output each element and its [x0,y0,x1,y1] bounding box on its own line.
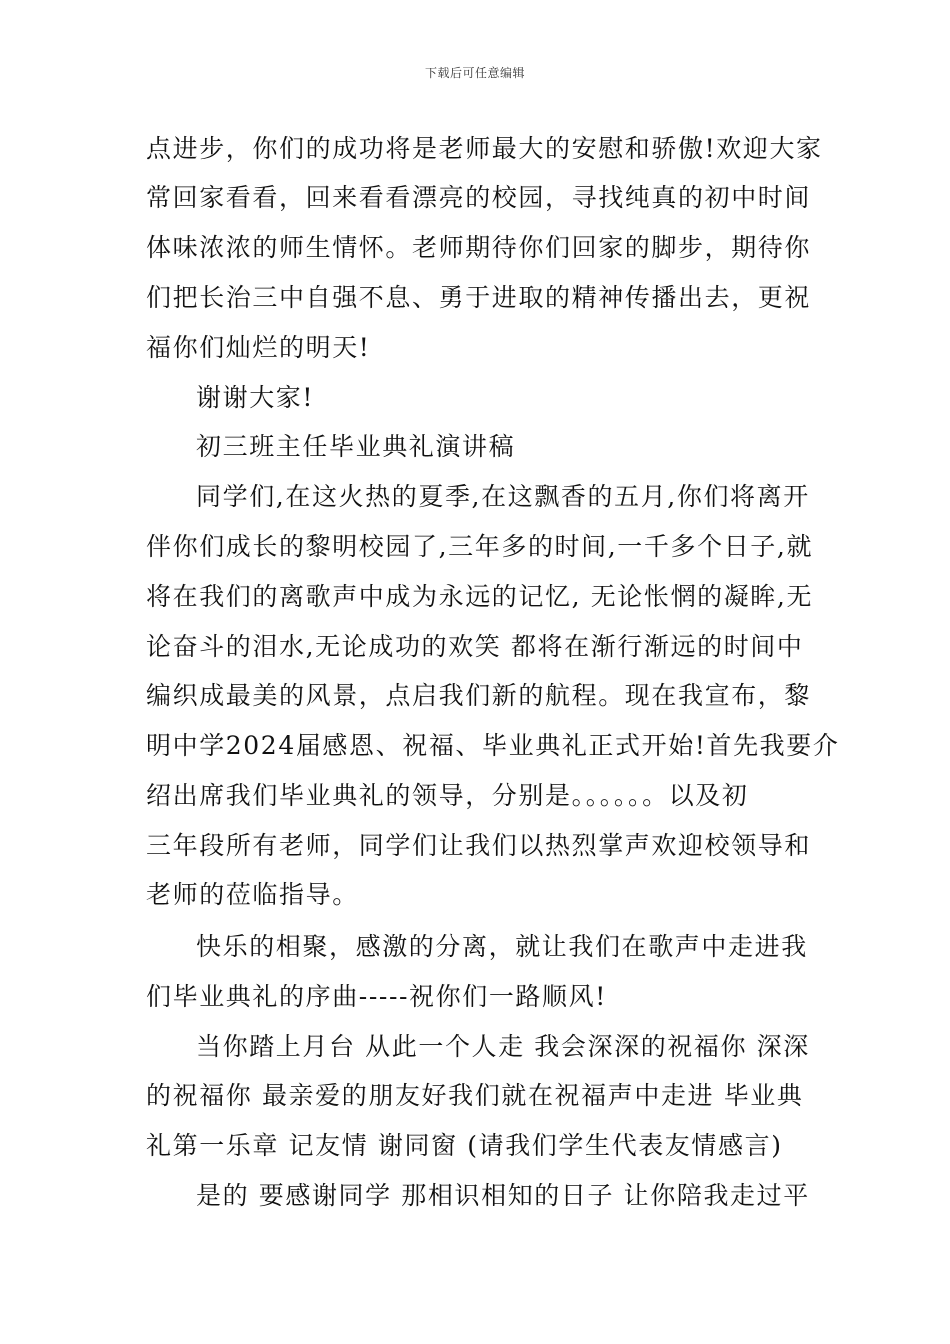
paragraph-line: 点进步，你们的成功将是老师最大的安慰和骄傲!欢迎大家 [146,134,823,163]
paragraph-line: 编织成最美的风景，点启我们新的航程。现在我宣布，黎 [146,681,812,710]
thanks-line: 谢谢大家! [196,383,315,412]
paragraph-line: 们毕业典礼的序曲-----祝你们一路顺风! [146,982,607,1011]
paragraph-line: 们把长治三中自强不息、勇于进取的精神传播出去，更祝 [146,283,812,312]
paragraph-line: 当你踏上月台 从此一个人走 我会深深的祝福你 深深 [196,1032,810,1061]
section-title: 初三班主任毕业典礼演讲稿 [196,432,516,461]
paragraph-line: 福你们灿烂的明天! [146,333,371,362]
paragraph-line: 的祝福你 最亲爱的朋友好我们就在祝福声中走进 毕业典 [146,1081,804,1110]
paragraph-line: 同学们,在这火热的夏季,在这飘香的五月,你们将离开 [196,482,810,511]
paragraph-line: 绍出席我们毕业典礼的领导，分别是。。。。。。以及初 [146,781,749,810]
paragraph-line: 快乐的相聚，感激的分离，就让我们在歌声中走进我 [196,932,808,961]
paragraph-line: 礼第一乐章 记友情 谢同窗 (请我们学生代表友情感言) [146,1131,783,1160]
page-header: 下载后可任意编辑 [424,66,525,80]
paragraph-line: 论奋斗的泪水,无论成功的欢笑 都将在渐行渐远的时间中 [146,632,804,661]
paragraph-line: 明中学2024届感恩、祝福、毕业典礼正式开始!首先我要介 [146,731,840,760]
paragraph-line: 老师的莅临指导。 [146,880,359,909]
paragraph-line: 三年段所有老师，同学们让我们以热烈掌声欢迎校领导和 [146,831,812,860]
paragraph-line: 将在我们的离歌声中成为永远的记忆, 无论怅惘的凝眸,无 [146,582,814,611]
paragraph-line: 体味浓浓的师生情怀。老师期待你们回家的脚步，期待你 [146,233,812,262]
paragraph-line: 伴你们成长的黎明校园了,三年多的时间,一千多个日子,就 [146,532,814,561]
paragraph-line: 常回家看看，回来看看漂亮的校园，寻找纯真的初中时间 [146,183,812,212]
paragraph-line: 是的 要感谢同学 那相识相知的日子 让你陪我走过平 [196,1181,810,1210]
